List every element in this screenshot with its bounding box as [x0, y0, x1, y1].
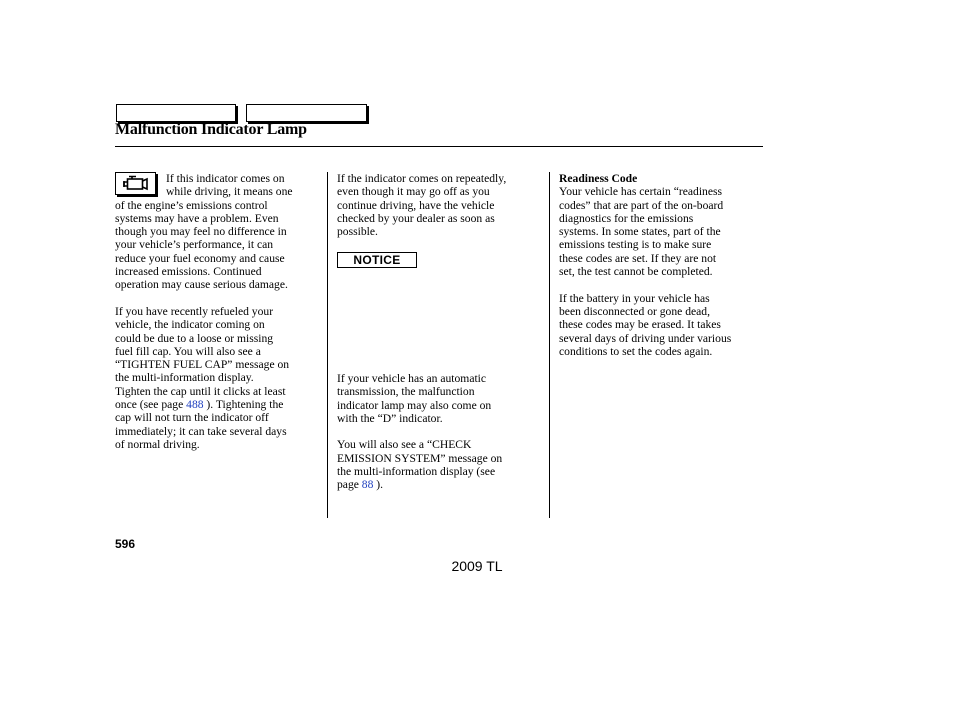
text-line: emissions testing is to make sure	[559, 238, 712, 252]
text-line: continue driving, have the vehicle	[337, 198, 495, 212]
column-divider	[549, 172, 550, 518]
text-line: even though it may go off as you	[337, 185, 490, 199]
text-line: could be due to a loose or missing	[115, 331, 274, 345]
text-line: indicator lamp may also come on	[337, 398, 492, 412]
text-line: though you may feel no difference in	[115, 225, 287, 239]
text-line: transmission, the malfunction	[337, 385, 475, 399]
text-line: checked by your dealer as soon as	[337, 211, 495, 225]
text-line: these codes may be erased. It takes	[559, 318, 721, 332]
text-line: Your vehicle has certain “readiness	[559, 185, 723, 199]
text-line: possible.	[337, 225, 378, 239]
text-line: If your vehicle has an automatic	[337, 372, 487, 385]
text-line-with-link	[115, 398, 293, 411]
text-fragment: page	[337, 478, 362, 492]
page-488-link[interactable]: 488	[186, 398, 204, 412]
column-2	[337, 172, 506, 238]
text-line: with the “D” indicator.	[337, 411, 443, 425]
text-fragment: ).	[373, 478, 384, 492]
text-line: EMISSION SYSTEM” message on	[337, 451, 503, 465]
text-line: If the indicator comes on repeatedly,	[337, 172, 507, 185]
text-line: been disconnected or gone dead,	[559, 304, 710, 318]
column-2-lower	[337, 372, 502, 492]
page-88-link[interactable]: 88	[361, 478, 374, 492]
text-line: diagnostics for the emissions	[559, 211, 694, 225]
column-3	[559, 172, 731, 358]
text-line: vehicle, the indicator coming on	[115, 318, 265, 332]
text-line: If this indicator comes on	[166, 172, 285, 185]
text-line: of normal driving.	[115, 437, 200, 451]
text-line: codes” that are part of the on-board	[559, 198, 724, 212]
footer-model: 2009 TL	[451, 558, 503, 574]
text-line: the multi-information display (see	[337, 465, 496, 479]
notice-badge: NOTICE	[337, 252, 417, 268]
text-line: fuel fill cap. You will also see a	[115, 344, 261, 358]
text-line: reduce your fuel economy and cause	[115, 251, 285, 265]
nav-previous-button[interactable]	[116, 104, 236, 122]
text-line: If the battery in your vehicle has	[559, 291, 710, 305]
text-line: systems. In some states, part of the	[559, 225, 721, 239]
text-line: the multi-information display.	[115, 371, 254, 385]
text-line: If you have recently refueled your	[115, 304, 274, 318]
page-number: 596	[115, 537, 136, 551]
text-line-with-link	[337, 478, 502, 491]
text-line: while driving, it means one	[166, 185, 293, 199]
column-1	[115, 172, 293, 451]
text-line: immediately; it can take several days	[115, 424, 287, 438]
text-fragment: once (see page	[115, 398, 187, 412]
text-line: several days of driving under various	[559, 331, 732, 345]
text-line: Tighten the cap until it clicks at least	[115, 384, 286, 398]
text-line: these codes are set. If they are not	[559, 251, 717, 265]
text-line: your vehicle’s performance, it can	[115, 238, 274, 252]
text-fragment: ). Tightening the	[203, 398, 284, 412]
text-line: operation may cause serious damage.	[115, 278, 288, 292]
text-line: of the engine’s emissions control	[115, 198, 268, 212]
column-divider	[327, 172, 328, 518]
section-heading: Readiness Code	[559, 172, 638, 185]
text-line: set, the test cannot be completed.	[559, 265, 713, 279]
page-title: Malfunction Indicator Lamp	[115, 121, 307, 138]
text-line: conditions to set the codes again.	[559, 344, 713, 358]
text-line: “TIGHTEN FUEL CAP” message on	[115, 358, 290, 372]
title-rule	[115, 146, 763, 147]
text-line: cap will not turn the indicator off	[115, 411, 269, 425]
text-line: systems may have a problem. Even	[115, 211, 279, 225]
nav-next-button[interactable]	[246, 104, 367, 122]
text-line: You will also see a “CHECK	[337, 438, 472, 452]
text-line: increased emissions. Continued	[115, 265, 262, 279]
